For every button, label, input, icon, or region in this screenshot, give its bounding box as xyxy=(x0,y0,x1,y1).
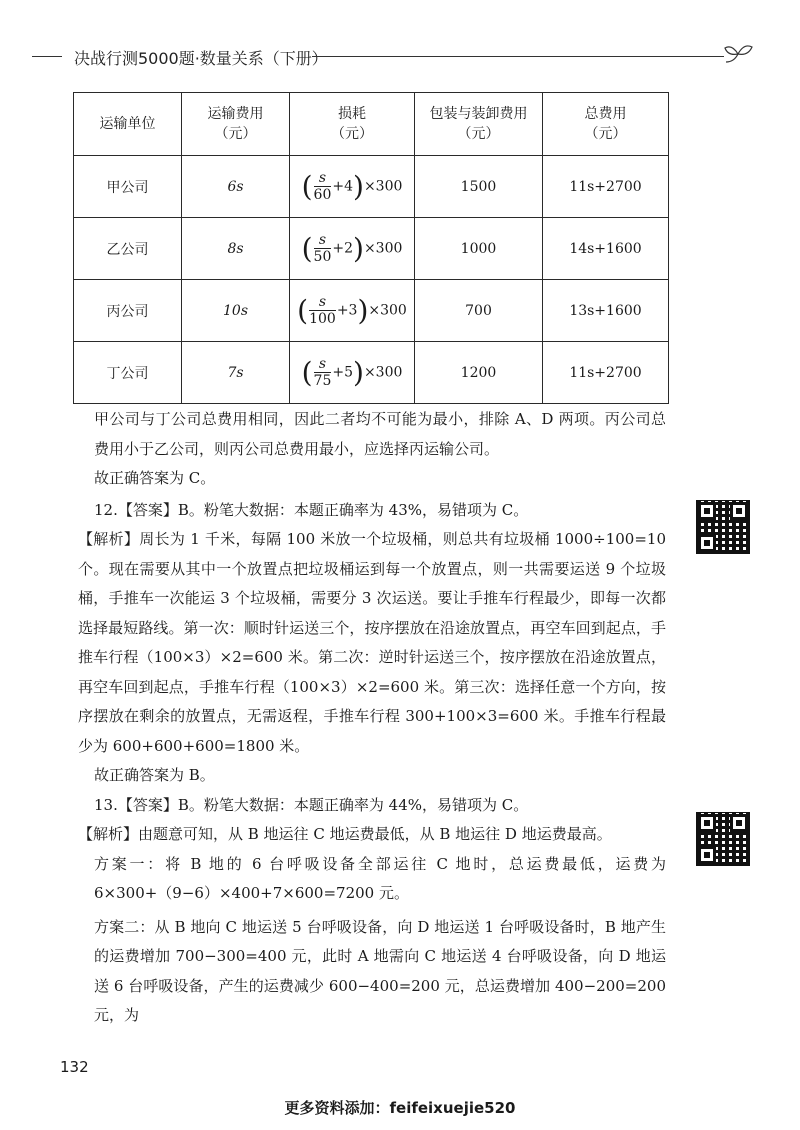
sprout-icon xyxy=(722,40,756,70)
cell-packing: 1500 xyxy=(415,156,543,218)
paragraph-plan-two: 方案二：从 B 地向 C 地运送 5 台呼吸设备，向 D 地运送 1 台呼吸设备时，B 地产生的运费增加 700−300=400 元，此时 A 地需向 C 地运送 4 台呼吸设备，向 D 地运送 6 台呼吸设备，产生的运费减少 600−400=200 元，总运费增加 400−200=200 元，为 xyxy=(94,917,666,1024)
cell-packing: 1000 xyxy=(415,218,543,280)
cell-loss: ( $\frac{s}{75}$ +5)×300 xyxy=(290,342,415,404)
header-rule-right xyxy=(312,56,724,57)
running-header xyxy=(0,40,800,74)
cell-loss: ( $\frac{s}{60}$ +4)×300 xyxy=(290,156,415,218)
cell-total: 14s+1600 xyxy=(543,218,669,280)
paragraph-plan-one: 方案一：将 B 地的 6 台呼吸设备全部运往 C 地时，总运费最低，运费为 6×300+（9−6）×400+7×600=7200 元。 xyxy=(94,854,666,902)
header-loss: 损耗 （元） xyxy=(290,93,415,156)
header-unit: 运输单位 xyxy=(74,93,182,156)
cell-unit: 乙公司 xyxy=(74,218,182,280)
cell-total: 13s+1600 xyxy=(543,280,669,342)
cell-unit: 甲公司 xyxy=(74,156,182,218)
cell-unit: 丙公司 xyxy=(74,280,182,342)
footer-note: 更多资料添加：feifeixuejie520 xyxy=(284,1099,516,1117)
cell-unit: 丁公司 xyxy=(74,342,182,404)
paragraph-q12-answer: 12.【答案】B。粉笔大数据：本题正确率为 43%，易错项为 C。 xyxy=(94,500,529,519)
header-packing: 包装与装卸费用 （元） xyxy=(415,93,543,156)
header-title: 决战行测5000题·数量关系（下册） xyxy=(74,49,328,68)
cell-packing: 700 xyxy=(415,280,543,342)
table-row xyxy=(74,280,669,342)
cell-total: 11s+2700 xyxy=(543,156,669,218)
header-total: 总费用 （元） xyxy=(543,93,669,156)
table-header-row xyxy=(74,93,669,156)
cell-packing: 1200 xyxy=(415,342,543,404)
paragraph-answer-12: 故正确答案为 B。 xyxy=(94,766,215,784)
header-transport: 运输费用 （元） xyxy=(182,93,290,156)
paragraph-q13-analysis: 【解析】由题意可知，从 B 地运往 C 地运费最低，从 B 地运往 D 地运费最高。 xyxy=(78,825,612,843)
cell-transport: 6s xyxy=(182,156,290,218)
cell-transport: 8s xyxy=(182,218,290,280)
paragraph-answer-11: 故正确答案为 C。 xyxy=(94,469,216,487)
qr-code-icon[interactable] xyxy=(696,500,750,554)
cell-loss: ( $\frac{s}{50}$ +2)×300 xyxy=(290,218,415,280)
cell-transport: 10s xyxy=(182,280,290,342)
cell-transport: 7s xyxy=(182,342,290,404)
paragraph-q12-analysis: 【解析】周长为 1 千米，每隔 100 米放一个垃圾桶，则总共有垃圾桶 1000÷100=10 个。现在需要从其中一个放置点把垃圾桶运到每一个放置点，则一共需要运送 9 个垃圾桶，手推车一次能运 3 个垃圾桶，需要分 3 次运送。要让手推车行程最少，即每一次都选择最短路线。第一次：顺时针运送三个，按序摆放在沿途放置点，再空车回到起点，手推车行程（100×3）×2=600 米。第二次：逆时针运送三个，按序摆放在沿途放置点，再空车回到起点，手推车行程（100×3）×2=600 米。第三次：选择任意一个方向，按序摆放在剩余的放置点，无需返程，手推车行程 300+100×3=600 米。手推车行程最少为 600+600+600=1800 米。 xyxy=(78,530,666,755)
paragraph-conclusion: 甲公司与丁公司总费用相同，因此二者均不可能为最小，排除 A、D 两项。丙公司总费用小于乙公司，则丙公司总费用最小，应选择丙运输公司。 xyxy=(94,410,666,458)
qr-code-icon[interactable] xyxy=(696,812,750,866)
page-number: 132 xyxy=(60,1058,89,1076)
table-row xyxy=(74,156,669,218)
header-rule-left xyxy=(32,56,62,57)
body-text xyxy=(78,405,666,1031)
paragraph-q13-answer: 13.【答案】B。粉笔大数据：本题正确率为 44%，易错项为 C。 xyxy=(94,795,529,814)
cost-table xyxy=(73,92,669,404)
cell-loss: ( $\frac{s}{100}$ +3)×300 xyxy=(290,280,415,342)
cell-total: 11s+2700 xyxy=(543,342,669,404)
table-row xyxy=(74,218,669,280)
table-row xyxy=(74,342,669,404)
